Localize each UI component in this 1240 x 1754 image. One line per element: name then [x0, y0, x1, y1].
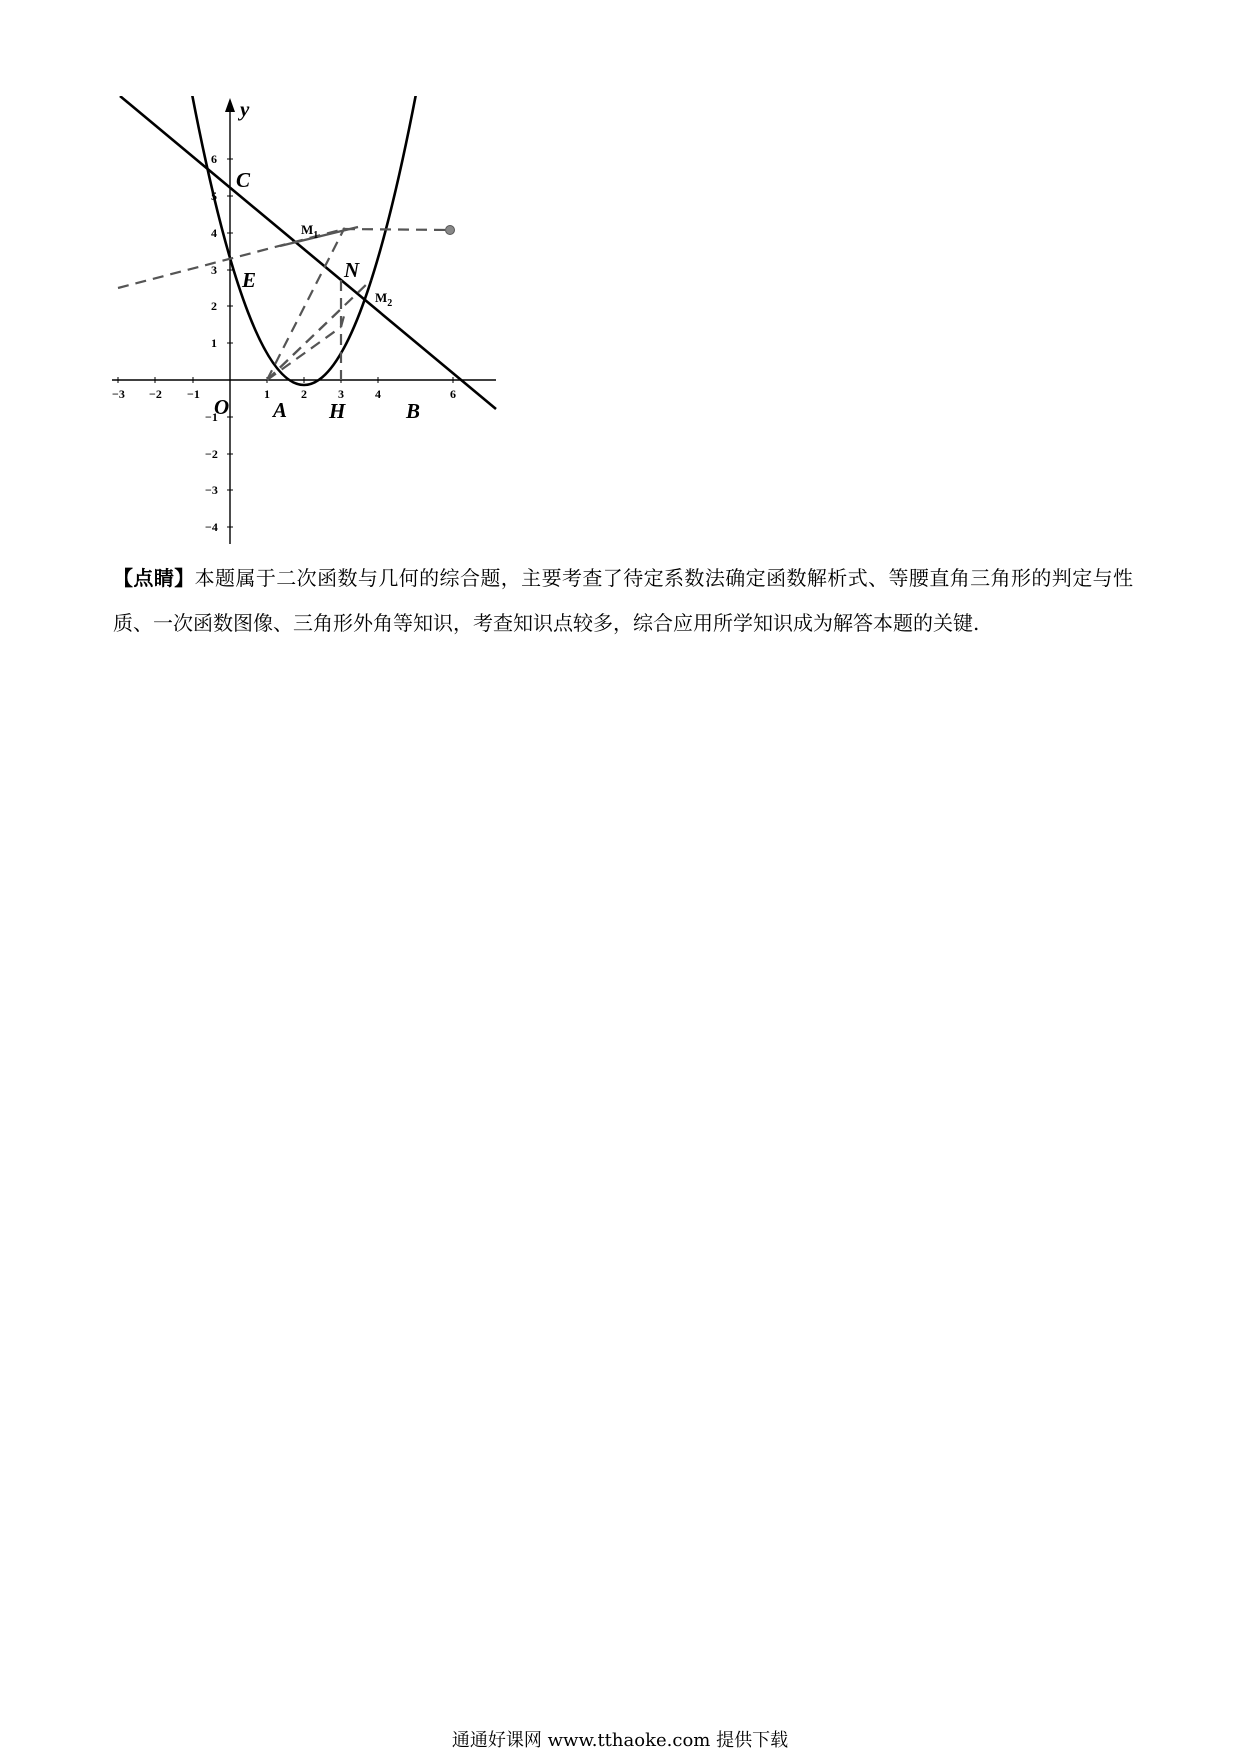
- y-tick-label: −2: [205, 447, 218, 461]
- point-label-m1: $M_1$: [301, 222, 319, 241]
- page-footer: 通通好课网 www.tthaoke.com 提供下载: [451, 1730, 789, 1751]
- y-tick-label: −3: [205, 483, 218, 497]
- point-label-m2: $M_2$: [375, 290, 393, 309]
- y-tick-label: 1: [211, 336, 217, 350]
- point-label-n: N: [344, 258, 360, 282]
- y-tick-label: 2: [211, 299, 217, 313]
- function-graph-figure: [108, 96, 498, 548]
- y-tick-label: 6: [211, 152, 217, 166]
- point-label-a: A: [273, 398, 288, 422]
- key-point-paragraph: [113, 556, 1133, 646]
- x-tick-label: 1: [264, 387, 270, 401]
- dot-end-marker: [446, 226, 455, 235]
- point-label-e: E: [242, 268, 257, 292]
- x-tick-label: 3: [338, 387, 344, 401]
- point-label-c: C: [236, 168, 251, 192]
- point-label-h: H: [329, 399, 346, 423]
- x-tick-label: −3: [112, 387, 125, 401]
- key-point-tag: 【点睛】: [113, 566, 195, 590]
- x-tick-label: 6: [450, 387, 456, 401]
- y-tick-label: −4: [205, 520, 218, 534]
- x-tick-label: −1: [187, 387, 200, 401]
- y-axis-arrow: [225, 98, 235, 112]
- x-tick-label: 2: [301, 387, 307, 401]
- y-axis-label: y: [240, 97, 250, 121]
- line-cb: [120, 96, 496, 409]
- point-label-b: B: [406, 399, 421, 423]
- x-tick-label: −2: [149, 387, 162, 401]
- y-tick-label: 4: [211, 226, 217, 240]
- y-tick-label: 5: [211, 189, 217, 203]
- point-label-o: O: [214, 395, 230, 419]
- y-tick-label: 3: [211, 263, 217, 277]
- x-tick-label: 4: [375, 387, 381, 401]
- key-point-text: 本题属于二次函数与几何的综合题，主要考查了待定系数法确定函数解析式、等腰直角三角形的判定与性质、一次函数图像、三角形外角等知识，考查知识点较多，综合应用所学知识成为解答本题的关键.: [113, 566, 1134, 635]
- y-tick-label: −1: [205, 410, 218, 424]
- dashed-line-ext: [344, 229, 450, 230]
